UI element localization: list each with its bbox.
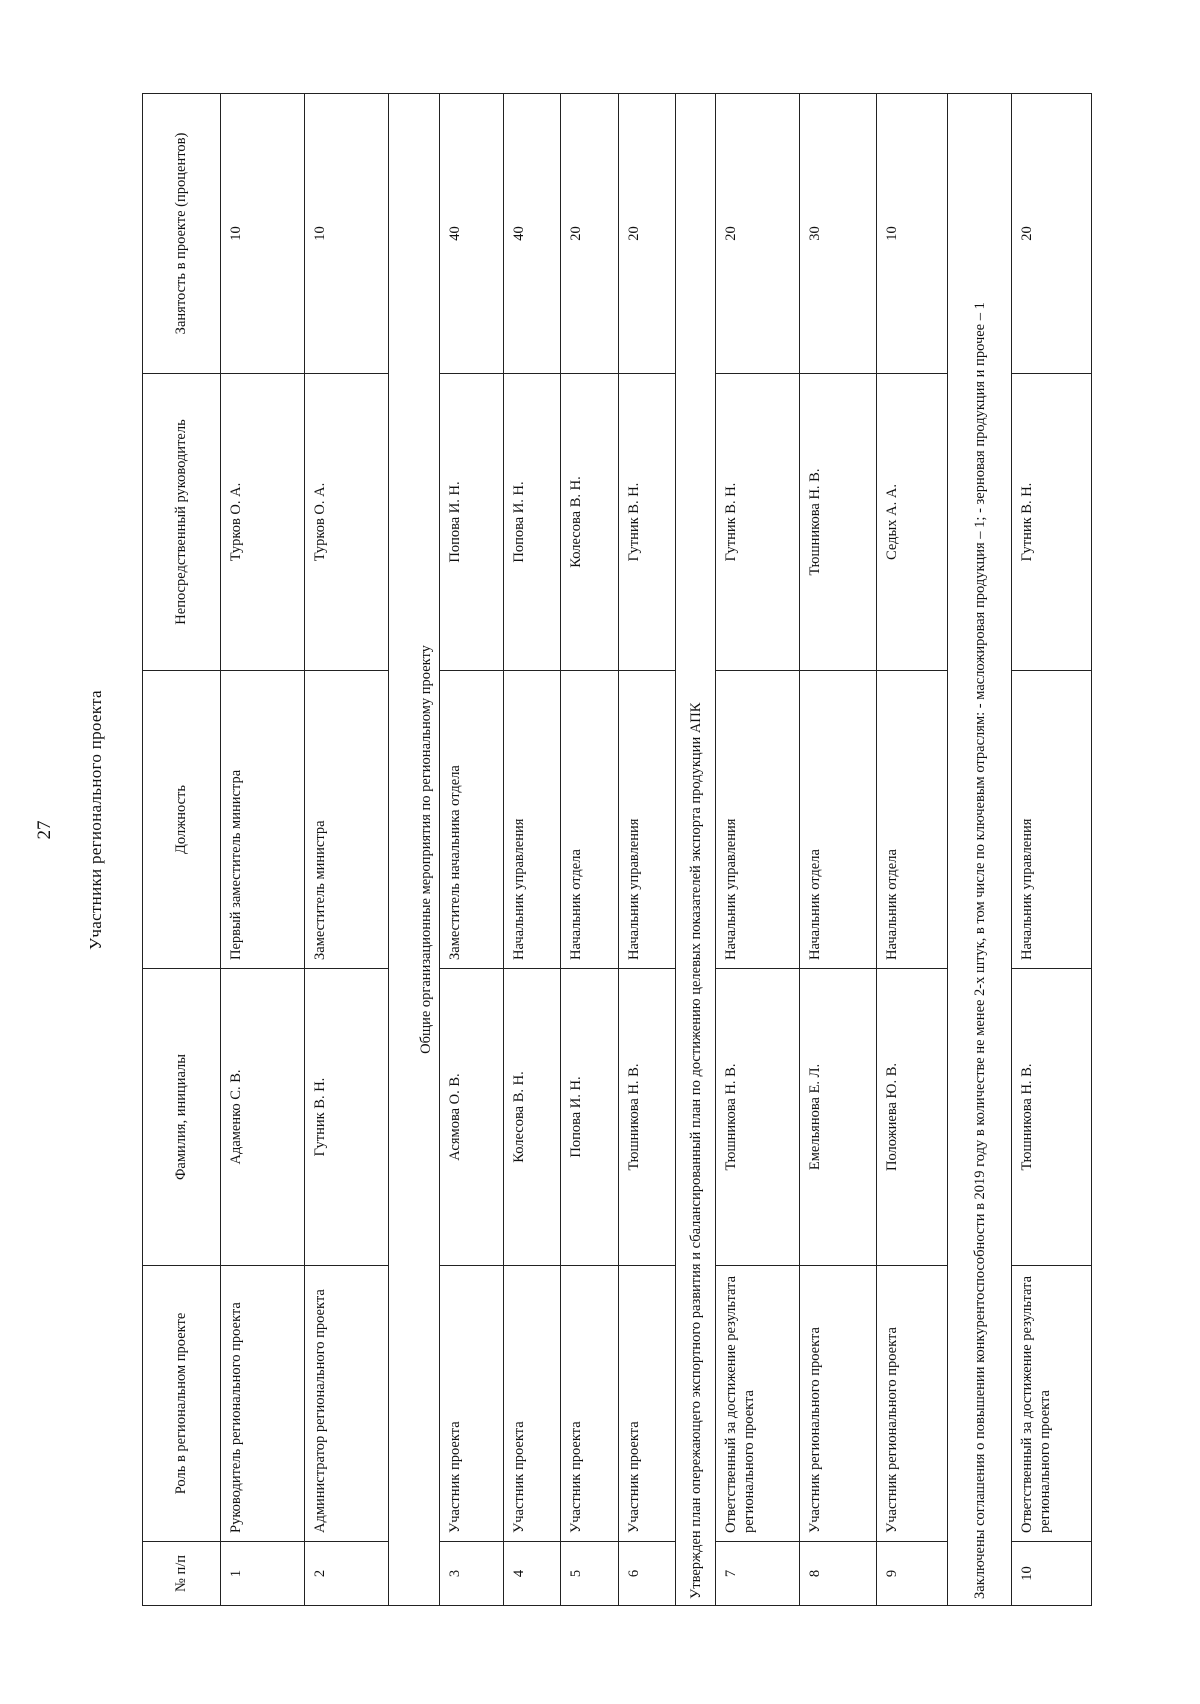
cell-employment: 10 [221, 94, 305, 374]
cell-manager: Колесова В. Н. [561, 374, 618, 671]
cell-employment: 20 [618, 94, 675, 374]
cell-employment: 40 [439, 94, 503, 374]
cell-num: 8 [800, 1542, 877, 1606]
cell-position: Начальник отдела [561, 671, 618, 969]
cell-role: Администратор регионального проекта [305, 1266, 389, 1542]
cell-position: Первый заместитель министра [221, 671, 305, 969]
cell-name: Асямова О. В. [439, 969, 503, 1266]
table-row [503, 94, 560, 1606]
header-role: Роль в региональном проекте [143, 1266, 221, 1542]
header-manager: Непосредственный руководитель [143, 374, 221, 671]
cell-employment: 20 [1012, 94, 1092, 374]
header-name: Фамилия, инициалы [143, 969, 221, 1266]
cell-role: Участник проекта [439, 1266, 503, 1542]
cell-position: Начальник отдела [800, 671, 877, 969]
cell-name: Тюшникова Н. В. [1012, 969, 1092, 1266]
cell-role: Участник проекта [561, 1266, 618, 1542]
cell-manager: Гутник В. Н. [716, 374, 800, 671]
cell-name: Положиева Ю. В. [877, 969, 948, 1266]
cell-manager: Попова И. Н. [439, 374, 503, 671]
cell-role: Участник регионального проекта [800, 1266, 877, 1542]
cell-role: Участник проекта [503, 1266, 560, 1542]
table-row [1012, 94, 1092, 1606]
table-row [221, 94, 305, 1606]
cell-manager: Гутник В. Н. [618, 374, 675, 671]
cell-name: Емельянова Е. Л. [800, 969, 877, 1266]
section-title-general: Общие организационные мероприятия по региональному проекту [389, 94, 440, 1606]
cell-position: Начальник управления [618, 671, 675, 969]
document-title: Участники регионального проекта [86, 690, 105, 950]
cell-employment: 40 [503, 94, 560, 374]
header-num: № п/п [143, 1542, 221, 1606]
cell-name: Гутник В. Н. [305, 969, 389, 1266]
cell-manager: Турков О. А. [221, 374, 305, 671]
cell-position: Заместитель министра [305, 671, 389, 969]
cell-name: Колесова В. Н. [503, 969, 560, 1266]
cell-role: Ответственный за достижение результата регионального проекта [1012, 1266, 1092, 1542]
participants-table [142, 93, 1092, 1606]
table-row [439, 94, 503, 1606]
section-row [389, 94, 440, 1606]
cell-manager: Попова И. Н. [503, 374, 560, 671]
section-row [948, 94, 1012, 1606]
cell-employment: 20 [561, 94, 618, 374]
cell-num: 9 [877, 1542, 948, 1606]
section-title-competitiveness-agreements: Заключены соглашения о повышении конкурентоспособности в 2019 году в количестве не менее 2-х штук, в том числе по ключевым отраслям: - масложировая продукция – 1; - зерновая продукция и прочее – 1 [948, 94, 1012, 1606]
table-row [877, 94, 948, 1606]
cell-name: Тюшникова Н. В. [716, 969, 800, 1266]
section-title-export-plan: Утвержден план опережающего экспортного развития и сбалансированный план по достижению целевых показателей экспорта продукции АПК [676, 94, 716, 1606]
cell-name: Адаменко С. В. [221, 969, 305, 1266]
cell-role: Участник регионального проекта [877, 1266, 948, 1542]
header-employment: Занятость в проекте (процентов) [143, 94, 221, 374]
header-position: Должность [143, 671, 221, 969]
cell-num: 1 [221, 1542, 305, 1606]
cell-num: 7 [716, 1542, 800, 1606]
section-row [676, 94, 716, 1606]
cell-position: Начальник отдела [877, 671, 948, 969]
table-row [716, 94, 800, 1606]
cell-manager: Гутник В. Н. [1012, 374, 1092, 671]
cell-employment: 20 [716, 94, 800, 374]
cell-position: Начальник управления [503, 671, 560, 969]
cell-role: Участник проекта [618, 1266, 675, 1542]
cell-num: 3 [439, 1542, 503, 1606]
cell-num: 2 [305, 1542, 389, 1606]
cell-manager: Турков О. А. [305, 374, 389, 671]
cell-role: Ответственный за достижение результата регионального проекта [716, 1266, 800, 1542]
cell-num: 4 [503, 1542, 560, 1606]
table-row [618, 94, 675, 1606]
cell-num: 10 [1012, 1542, 1092, 1606]
cell-role: Руководитель регионального проекта [221, 1266, 305, 1542]
cell-num: 5 [561, 1542, 618, 1606]
cell-position: Начальник управления [1012, 671, 1092, 969]
cell-num: 6 [618, 1542, 675, 1606]
cell-name: Попова И. Н. [561, 969, 618, 1266]
page-number: 27 [34, 820, 55, 840]
cell-position: Заместитель начальника отдела [439, 671, 503, 969]
table-row [305, 94, 389, 1606]
cell-employment: 30 [800, 94, 877, 374]
cell-position: Начальник управления [716, 671, 800, 969]
cell-employment: 10 [877, 94, 948, 374]
table-row [561, 94, 618, 1606]
table-row [800, 94, 877, 1606]
cell-manager: Седых А. А. [877, 374, 948, 671]
cell-employment: 10 [305, 94, 389, 374]
cell-manager: Тюшникова Н. В. [800, 374, 877, 671]
cell-name: Тюшникова Н. В. [618, 969, 675, 1266]
participants-table-container [142, 94, 1092, 1606]
table-header-row [143, 94, 221, 1606]
